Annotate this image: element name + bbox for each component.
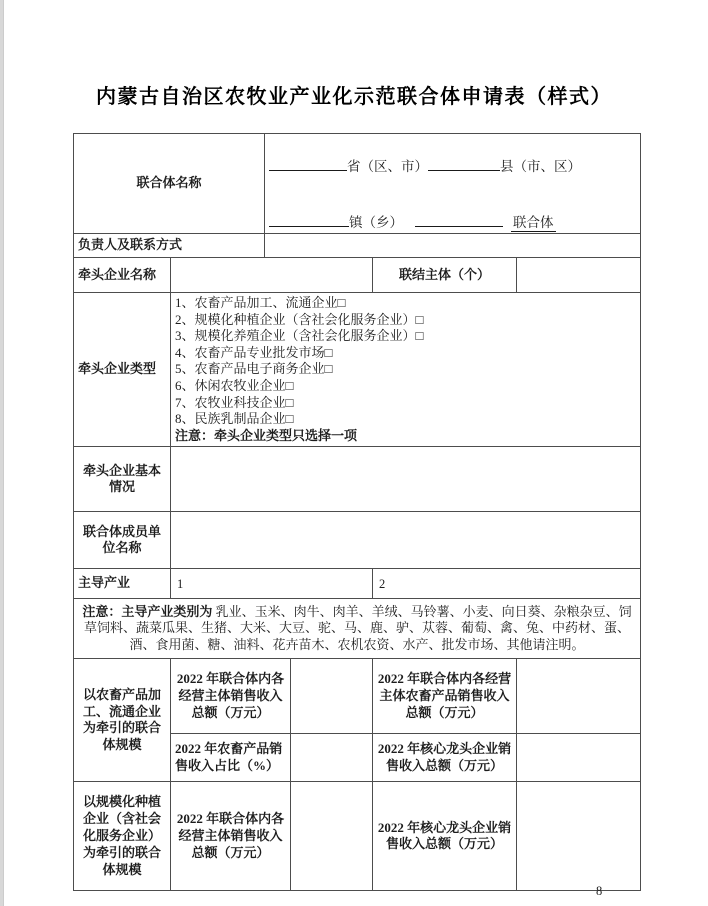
type-option-5: 5、农畜产品电子商务企业□ xyxy=(175,361,333,377)
row-consortium-name xyxy=(74,134,641,234)
member-units-value-cell xyxy=(171,512,641,569)
linked-entities-value-cell xyxy=(517,258,641,293)
type-option-7: 7、农牧业科技企业□ xyxy=(175,394,294,410)
type-option-1: 1、农畜产品加工、流通企业□ xyxy=(175,295,346,311)
scale-processing-metric-2a: 2022 年农畜产品销售收入占比（%） xyxy=(171,734,291,782)
consortium-name-line2 xyxy=(269,212,636,232)
province-suffix: 省（区、市） xyxy=(347,159,429,174)
spacer xyxy=(403,226,415,227)
linked-entities-label: 联结主体（个） xyxy=(373,258,517,293)
lead-enterprise-profile-label: 牵头企业基本情况 xyxy=(74,447,171,512)
industry-note-bold: 注意：主导产业类别为 xyxy=(82,603,213,619)
type-option-3: 3、规模化养殖企业（含社会化服务企业）□ xyxy=(175,328,424,344)
scale-processing-metric-1b: 2022 年联合体内各经营主体农畜产品销售收入总额（万元） xyxy=(373,659,517,734)
blank-line xyxy=(269,156,347,171)
page-number: 8 xyxy=(596,884,603,898)
document-title: 内蒙古自治区农牧业产业化示范联合体申请表（样式） xyxy=(96,86,612,108)
row-member-units xyxy=(74,512,641,569)
scale-processing-metric-2b: 2022 年核心龙头企业销售收入总额（万元） xyxy=(373,734,517,782)
scale-processing-label: 以农畜产品加工、流通企业为牵引的联合体规模 xyxy=(74,659,171,782)
application-form-table xyxy=(73,133,641,891)
blank-line xyxy=(269,212,349,227)
contact-label: 负责人及联系方式 xyxy=(74,234,265,258)
row-scale-planting xyxy=(74,782,641,891)
type-option-2: 2、规模化种植企业（含社会化服务企业）□ xyxy=(175,311,424,327)
scale-processing-value-2a-cell xyxy=(291,734,373,782)
blank-line xyxy=(415,212,503,227)
lead-enterprise-type-label: 牵头企业类型 xyxy=(74,293,171,447)
lead-enterprise-profile-value-cell xyxy=(171,447,641,512)
row-lead-enterprise-name xyxy=(74,258,641,293)
consortium-suffix: 联合体 xyxy=(513,214,554,230)
row-lead-enterprise-type xyxy=(74,293,641,447)
scale-planting-value-1-cell xyxy=(291,782,373,891)
row-main-industry xyxy=(74,569,641,599)
row-lead-enterprise-profile xyxy=(74,447,641,512)
lead-enterprise-name-label: 牵头企业名称 xyxy=(74,258,171,293)
type-note: 注意：牵头企业类型只选择一项 xyxy=(175,427,358,443)
type-option-4: 4、农畜产品专业批发市场□ xyxy=(175,344,333,360)
industry-note-text: 乳业、玉米、肉牛、肉羊、羊绒、马铃薯、小麦、向日葵、杂粮杂豆、饲草饲料、蔬菜瓜果、生猪、大米、大豆、驼、马、鹿、驴、苁蓉、葡萄、禽、兔、中药材、蛋、酒、食用菌、糖、油料、花卉苗木、农机农资、水产、批发市场、其他请注明。 xyxy=(84,603,632,653)
scale-planting-value-2-cell xyxy=(517,782,641,891)
member-units-label: 联合体成员单位名称 xyxy=(74,512,171,569)
row-contact xyxy=(74,234,641,258)
main-industry-label: 主导产业 xyxy=(74,569,171,599)
page-left-edge xyxy=(0,0,4,906)
industry-note-cell xyxy=(74,599,641,659)
scale-planting-label: 以规模化种植企业（含社会化服务企业）为牵引的联合体规模 xyxy=(74,782,171,891)
lead-enterprise-name-value-cell xyxy=(171,258,373,293)
consortium-name-line1 xyxy=(269,156,636,176)
row-scale-processing-1 xyxy=(74,659,641,734)
lead-enterprise-type-options-cell xyxy=(171,293,641,447)
type-option-6: 6、休闲农牧业企业□ xyxy=(175,378,294,394)
scale-processing-value-1a-cell xyxy=(291,659,373,734)
row-industry-note xyxy=(74,599,641,659)
contact-value-cell xyxy=(265,234,641,258)
main-industry-value2-cell: 2 xyxy=(373,569,641,599)
consortium-name-value-cell xyxy=(265,134,641,234)
scale-processing-metric-1a: 2022 年联合体内各经营主体销售收入总额（万元） xyxy=(171,659,291,734)
town-suffix: 镇（乡） xyxy=(349,214,404,230)
scale-processing-value-1b-cell xyxy=(517,659,641,734)
type-option-8: 8、民族乳制品企业□ xyxy=(175,411,294,427)
county-suffix: 县（市、区） xyxy=(500,159,582,174)
spacer xyxy=(503,226,511,227)
main-industry-value1-cell: 1 xyxy=(171,569,373,599)
consortium-name-label: 联合体名称 xyxy=(74,134,265,234)
scale-planting-metric-1: 2022 年联合体内各经营主体销售收入总额（万元） xyxy=(171,782,291,891)
scale-planting-metric-2: 2022 年核心龙头企业销售收入总额（万元） xyxy=(373,782,517,891)
blank-line xyxy=(428,156,500,171)
scale-processing-value-2b-cell xyxy=(517,734,641,782)
